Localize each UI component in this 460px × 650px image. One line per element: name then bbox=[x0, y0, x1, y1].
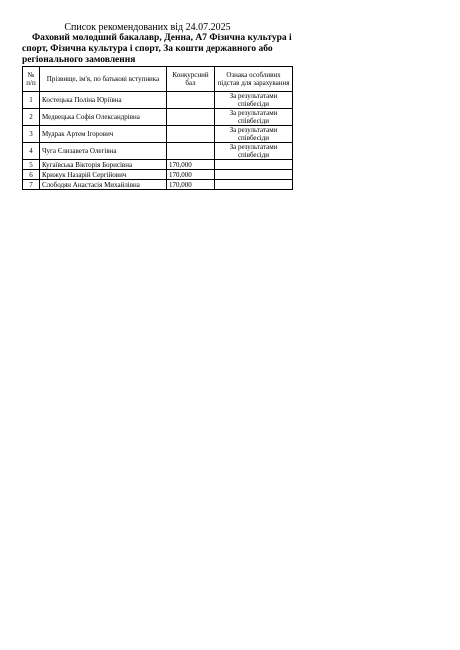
table-row bbox=[23, 170, 293, 180]
row-number: 7 bbox=[23, 180, 40, 190]
row-note: За результатами співбесіди bbox=[215, 109, 293, 126]
row-number: 6 bbox=[23, 170, 40, 180]
row-note bbox=[215, 160, 293, 170]
row-name: Медвецька Софія Олександрівна bbox=[40, 109, 167, 126]
table-row bbox=[23, 109, 293, 126]
row-score: 170,000 bbox=[167, 160, 215, 170]
row-number: 5 bbox=[23, 160, 40, 170]
row-score bbox=[167, 143, 215, 160]
row-score bbox=[167, 92, 215, 109]
row-note: За результатами співбесіди bbox=[215, 143, 293, 160]
row-number: 4 bbox=[23, 143, 40, 160]
row-score bbox=[167, 109, 215, 126]
row-name: Мудрак Артем Ігорович bbox=[40, 126, 167, 143]
header-name: Прізвище, ім'я, по батькові вступника bbox=[40, 67, 167, 92]
row-name: Кугаївська Вікторія Борисівна bbox=[40, 160, 167, 170]
header-number: № п/п bbox=[23, 67, 40, 92]
row-score bbox=[167, 126, 215, 143]
row-number: 1 bbox=[23, 92, 40, 109]
table-row bbox=[23, 160, 293, 170]
row-name: Костецька Поліна Юріївна bbox=[40, 92, 167, 109]
row-name: Слободян Анастасія Михайлівна bbox=[40, 180, 167, 190]
table-row bbox=[23, 92, 293, 109]
row-note bbox=[215, 170, 293, 180]
list-heading: Фаховий молодший бакалавр, Денна, А7 Фізична культура і спорт, Фізична культура і спорт, За кошти державного або регіонального замовлення bbox=[22, 33, 292, 65]
row-score: 170,000 bbox=[167, 170, 215, 180]
row-score: 170,000 bbox=[167, 180, 215, 190]
row-note: За результатами співбесіди bbox=[215, 92, 293, 109]
row-note: За результатами співбесіди bbox=[215, 126, 293, 143]
row-number: 2 bbox=[23, 109, 40, 126]
header-note: Ознака особливих підстав для зарахування bbox=[215, 67, 293, 92]
row-note bbox=[215, 180, 293, 190]
table-row bbox=[23, 143, 293, 160]
table-row bbox=[23, 126, 293, 143]
page-title: Список рекомендованих від 24.07.2025 bbox=[64, 22, 231, 33]
recommended-list-table bbox=[22, 66, 293, 190]
table-row bbox=[23, 180, 293, 190]
header-score: Конкурсний бал bbox=[167, 67, 215, 92]
row-number: 3 bbox=[23, 126, 40, 143]
row-name: Чуга Єлизавета Олегівна bbox=[40, 143, 167, 160]
table-header-row bbox=[23, 67, 293, 92]
row-name: Крижук Назарій Сергійович bbox=[40, 170, 167, 180]
